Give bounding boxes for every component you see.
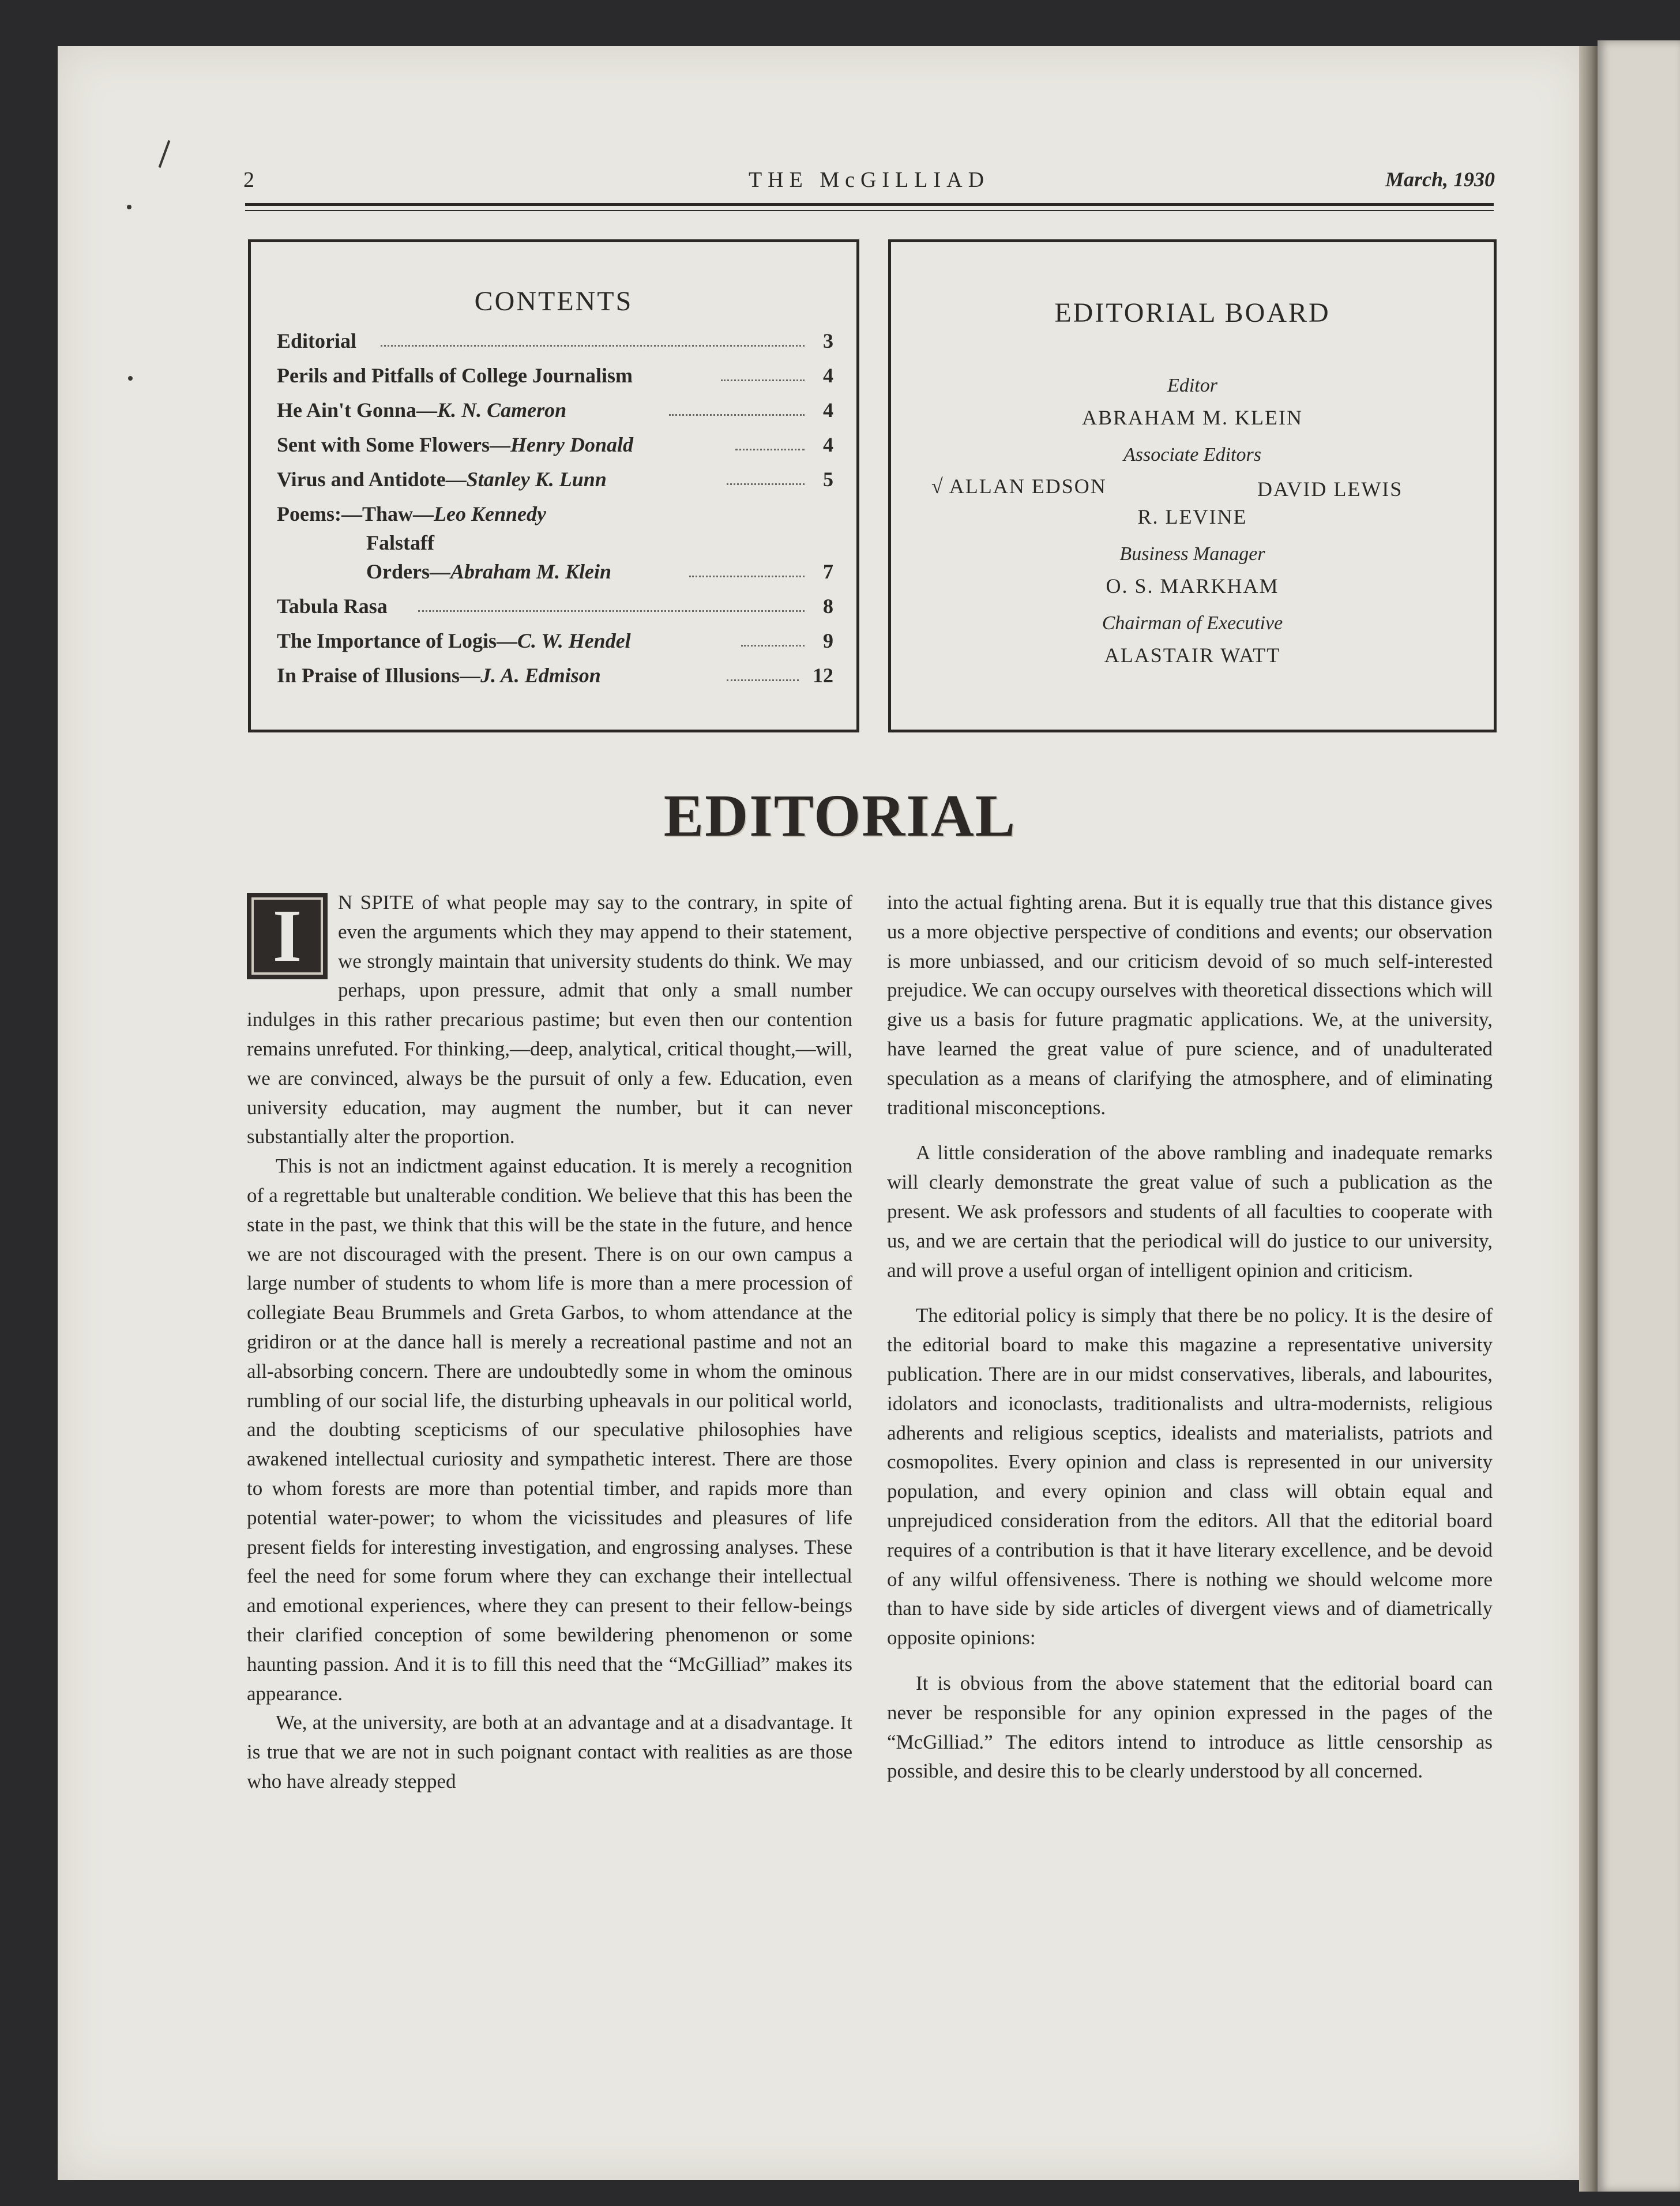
associate-role: Associate Editors <box>1123 444 1261 465</box>
running-header <box>243 167 1495 196</box>
toc-title <box>277 502 546 526</box>
toc-leader <box>418 610 805 612</box>
editorial-paragraph: It is obvious from the above statement that the editorial board can never be responsible for any opinion expressed in the pages of the “McGilliad.” The editors intend to introduce as little censorship as possible, and desire this to be clearly understood by all concerned. <box>887 1671 1493 1783</box>
editorial-paragraph: This is not an indictment against education. It is merely a recognition of a regrettable but unalterable condition. We believe that this has been the state in the past, we think that this will be the state in the future, and hence we are not discouraged with the present. There is on our own campus a large number of students to whom life is more than a mere procession of collegiate Beau Brummels and Greta Garbos, to whom attendance at the gridiron or at the dance hall is merely a recreational pastime and not an all-absorbing concern. There are undoubtedly some in whom the ominous rumbling of our social life, the disturbing upheavals in our political world, and the doubting scepticisms of our speculative philosophies have awakened intellectual curiosity and sympathetic interest. There are those to whom forests are more than potential timber, and rapids more than potential water-power; to whom the vicissitudes and pleasures of life present fields for interesting investigation, and engrossing analyses. These feel the need for some forum where they can exchange their intellectual and emotional experiences, where they can present to their fellow-beings their clarified conception of some bewildering phenomenon or some haunting passion. And it is to fill this need that the “McGilliad” makes its appearance. <box>247 1155 852 1705</box>
header-rule <box>245 203 1494 206</box>
toc-title-text: The Importance of Logis— <box>277 629 517 652</box>
toc-page: 8 <box>823 595 833 618</box>
toc-page: 5 <box>823 468 833 491</box>
editorial-paragraph: A little consideration of the above rambling and inadequate remarks will clearly demonstrate the great value of such a publication as the present. We ask professors and students of all faculties to cooperate with us, and we are certain that the periodical will do justice to our university, and will prove a useful organ of intelligent opinion and criticism. <box>887 1141 1493 1281</box>
toc-leader <box>669 414 805 416</box>
toc-title <box>277 467 607 491</box>
toc-title-text: Sent with Some Flowers— <box>277 433 510 456</box>
toc-author: Henry Donald <box>510 433 633 456</box>
toc-author: K. N. Cameron <box>437 399 567 422</box>
toc-title <box>277 433 633 457</box>
toc-page: 4 <box>823 364 833 387</box>
toc-title <box>277 398 566 422</box>
editorial-paragraph: The editorial policy is simply that there be no policy. It is the desire of the editorial board to make this magazine a representative university publication. There are in our midst conservatives, liberals, and labourites, idolators and iconoclasts, traditionalists and ultra-modernists, religious adherents and religious sceptics, idealists and materialists, patriots and cosmopolites. Every opinion and class is represented in our university population, and every opinion and class will obtain equal and unprejudiced consideration from the editors. All that the editorial board requires of a contribution is that it have literary excellence, and be devoid of any wilful offensiveness. There is nothing we should welcome more than to have side by side articles of divergent views and of diametrically opposite opinions: <box>887 1304 1493 1649</box>
toc-author: Leo Kennedy <box>434 502 546 525</box>
board-title: EDITORIAL BOARD <box>1054 298 1331 328</box>
binding-gutter <box>1579 46 1599 2192</box>
paragraph-text: N SPITE of what people may say to the contrary, in spite of even the arguments which they may append to their statement, we strongly maintain that university students do think. We may perhaps, upon pressure, admit that only a small number indulges in this rather precarious pastime; but even then our contention remains unrefuted. For thinking,—deep, analytical, critical thought,—will, we are convinced, always be the pursuit of only a few. Education, even university education, may augment the number, but it can never substantially alter the proportion. <box>247 891 852 1148</box>
toc-leader <box>741 645 805 647</box>
editor-role: Editor <box>1167 375 1217 396</box>
editorial-column-right <box>887 888 1493 1786</box>
editorial-paragraph: We, at the university, are both at an advantage and at a disadvantage. It is true that we are not in such poignant contact with realities as are those who have already stepped <box>247 1711 852 1792</box>
contents-box <box>248 239 859 732</box>
header-rule-thin <box>245 210 1494 211</box>
toc-item <box>277 363 833 392</box>
toc-title-text: Poems:—Thaw— <box>277 502 434 525</box>
editorial-paragraph: into the actual fighting arena. But it is equally true that this distance gives us a more objective perspective of conditions and events; our observation is more unbiassed, and our criticism devoid of so much self-interested prejudice. We can occupy ourselves with theoretical dissections which will give us a basis for future pragmatic applications. We, at the university, have learned the great value of pure science, and of unadulterated speculation as a means of clarifying the atmosphere, and of eliminating traditional misconceptions. <box>887 891 1493 1119</box>
toc-title: Editorial <box>277 329 357 352</box>
toc-page: 4 <box>823 433 833 456</box>
editorial-heading: EDITORIAL <box>663 783 1017 849</box>
magazine-title: THE McGILLIAD <box>748 168 990 192</box>
toc-leader <box>735 449 805 450</box>
issue-date: March, 1930 <box>1385 168 1495 191</box>
chair-role: Chairman of Executive <box>1102 612 1283 634</box>
next-page-edge <box>1598 40 1680 2192</box>
toc-title <box>277 629 631 653</box>
toc-author: Abraham M. Klein <box>450 560 612 583</box>
toc-leader <box>727 483 805 485</box>
toc-subtitle: Falstaff <box>366 531 434 554</box>
toc-item <box>277 329 833 358</box>
toc-page: 7 <box>823 560 833 583</box>
toc-title: Tabula Rasa <box>277 595 388 618</box>
toc-author: J. A. Edmison <box>480 664 601 687</box>
chair-name: ALASTAIR WATT <box>1104 644 1281 667</box>
toc-title <box>366 559 611 584</box>
toc-title-text: Orders— <box>366 560 450 583</box>
toc-item <box>277 594 833 623</box>
editorial-column-left <box>247 888 852 1797</box>
toc-item <box>277 663 833 692</box>
toc-title: Perils and Pitfalls of College Journalism <box>277 364 633 387</box>
toc-item <box>277 433 833 461</box>
toc-page: 3 <box>823 329 833 352</box>
editorial-paragraph <box>247 888 852 1152</box>
toc-page: 4 <box>823 399 833 422</box>
pencil-mark <box>127 205 131 209</box>
associate-editor-1: √ ALLAN EDSON <box>931 475 1107 498</box>
toc-leader <box>689 576 805 577</box>
toc-title-text: In Praise of Illusions— <box>277 664 481 687</box>
business-role: Business Manager <box>1119 543 1265 565</box>
associate-editor-3: R. LEVINE <box>1137 505 1247 528</box>
toc-leader <box>727 679 799 681</box>
toc-item <box>277 629 833 657</box>
toc-leader <box>721 379 805 381</box>
toc-item <box>277 467 833 496</box>
editor-name: ABRAHAM M. KLEIN <box>1082 406 1303 429</box>
toc-page: 9 <box>823 629 833 652</box>
toc-item <box>366 559 833 588</box>
toc-author: C. W. Hendel <box>517 629 631 652</box>
page-number: 2 <box>243 168 254 192</box>
toc-leader <box>381 345 805 347</box>
associate-editor-2: DAVID LEWIS <box>1257 478 1403 501</box>
dropcap-letter: I <box>247 893 328 979</box>
toc-item <box>277 398 833 427</box>
editorial-board-box <box>888 239 1497 732</box>
pencil-mark <box>128 376 133 381</box>
toc-item <box>277 502 833 531</box>
contents-title: CONTENTS <box>474 286 633 317</box>
toc-page: 12 <box>813 664 833 687</box>
business-name: O. S. MARKHAM <box>1106 574 1279 597</box>
toc-title-text: Virus and Antidote— <box>277 468 467 491</box>
toc-title-text: He Ain't Gonna— <box>277 399 438 422</box>
toc-author: Stanley K. Lunn <box>466 468 607 491</box>
toc-title <box>277 663 601 687</box>
